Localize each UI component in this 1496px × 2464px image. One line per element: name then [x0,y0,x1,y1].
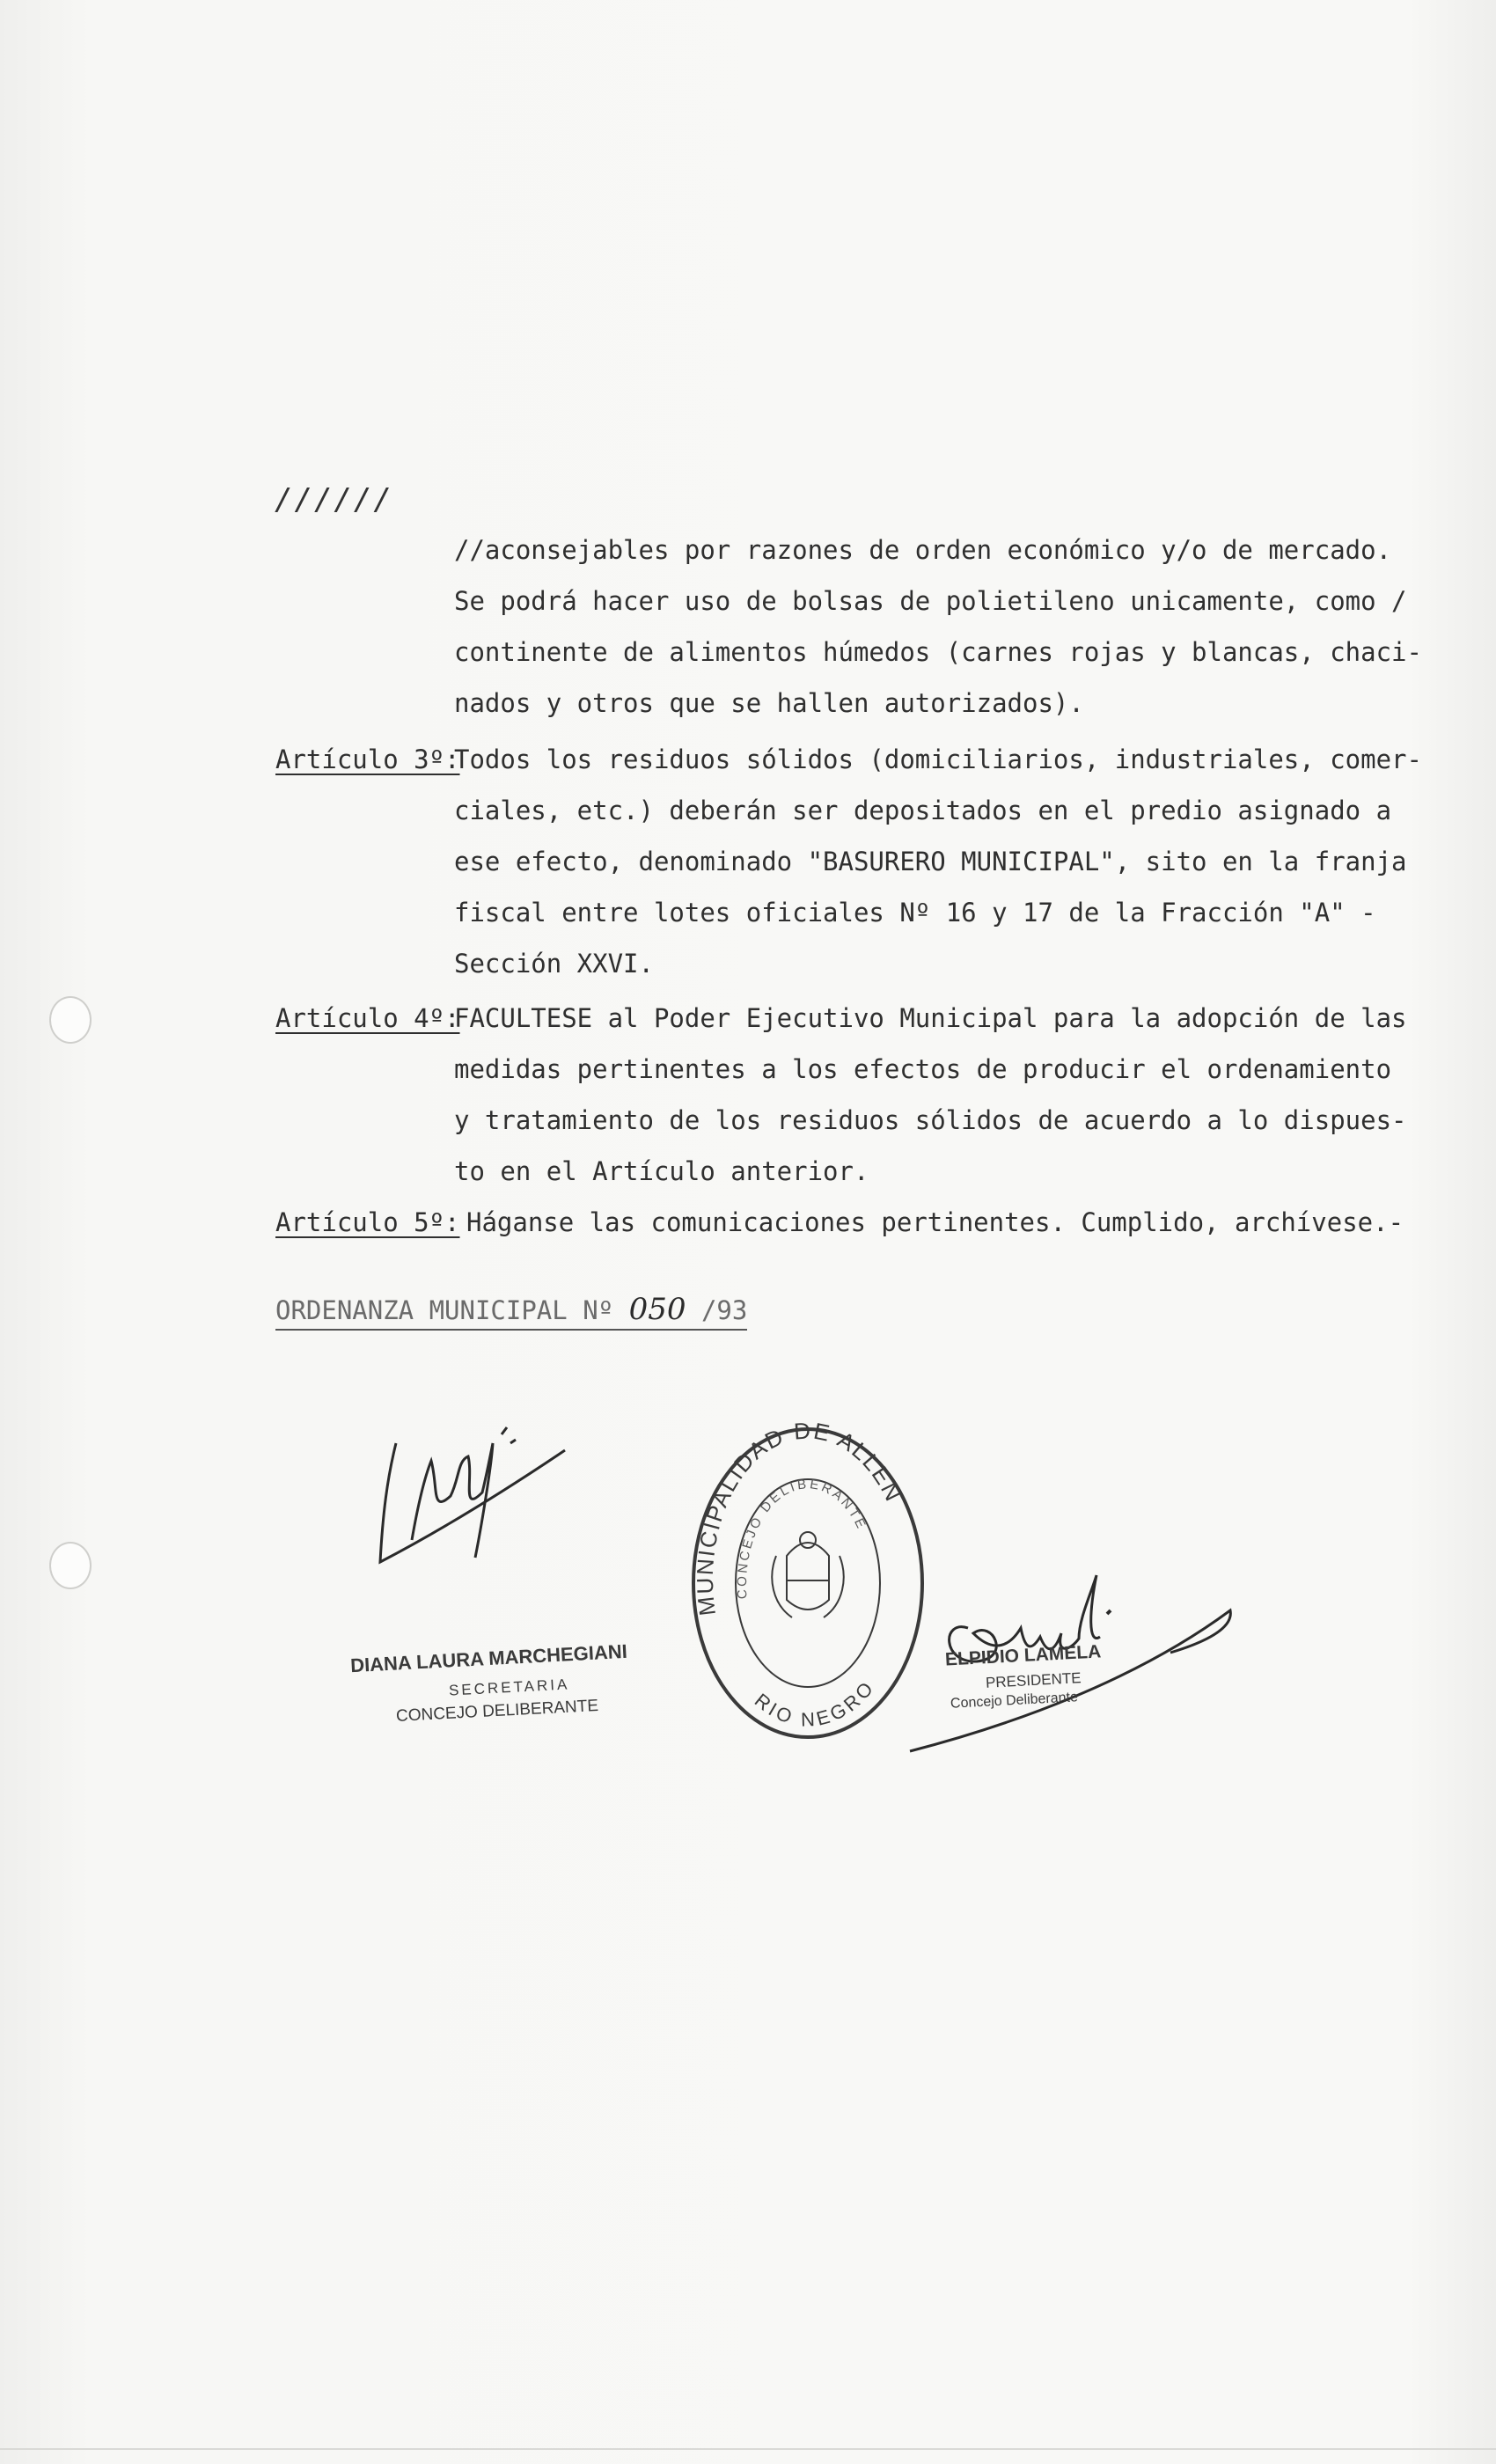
seal-inner-text: CONCEJO DELIBERANTE [734,1476,870,1600]
body-line-1: //aconsejables por razones de orden económico y/o de mercado. [454,535,1392,565]
body-line-3: continente de alimentos húmedos (carnes rojas y blancas, chaci- [454,637,1422,667]
body-line-9: Sección XXVI. [454,949,654,979]
body-line-8: fiscal entre lotes oficiales Nº 16 y 17 de la Fracción "A" - [454,898,1376,928]
punch-hole-lower [49,1542,92,1589]
signatory-right-name: ELPIDIO LAMELA [944,1641,1102,1670]
body-line-6: ciales, etc.) deberán ser depositados en el predio asignado a [454,796,1392,825]
seal-bottom-text: RIO NEGRO [750,1675,880,1731]
ordinance-number [275,1292,747,1331]
body-line-10: FACULTESE al Poder Ejecutivo Municipal para la adopción de las [454,1003,1407,1033]
signatory-left-body: CONCEJO DELIBERANTE [395,1696,599,1727]
signatory-right-body: Concejo Deliberante [950,1690,1079,1712]
signatory-left-name: DIANA LAURA MARCHEGIANI [349,1639,628,1677]
body-line-4: nados y otros que se hallen autorizados). [454,688,1084,718]
article-5-label: Artículo 5º: [275,1207,460,1237]
coat-of-arms-emblem [772,1532,843,1617]
body-line-12: y tratamiento de los residuos sólidos de acuerdo a lo dispues- [454,1105,1407,1135]
article-3-label: Artículo 3º: [275,744,460,774]
ordinance-handwritten-number: 050 [628,1292,686,1327]
scan-bottom-edge [0,2448,1496,2450]
official-seal-stamp [688,1417,928,1742]
punch-hole-upper [49,996,92,1044]
article-4-label: Artículo 4º: [275,1003,460,1033]
body-line-7: ese efecto, denominado "BASURERO MUNICIPAL", sito en la franja [454,847,1407,876]
continuation-marks: ////// [275,482,393,517]
signatory-left-role: SECRETARIA [448,1676,570,1699]
body-line-2: Se podrá hacer uso de bolsas de polietileno unicamente, como / [454,586,1407,616]
body-line-11: medidas pertinentes a los efectos de producir el ordenamiento [454,1054,1392,1084]
ordinance-year: /93 [686,1295,748,1325]
ordinance-prefix: ORDENANZA MUNICIPAL Nº [275,1295,629,1325]
seal-outer-text: MUNICIPALIDAD DE ALLEN [691,1417,908,1617]
body-line-14: Háganse las comunicaciones pertinentes. Cumplido, archívese.- [466,1207,1404,1237]
signatory-right-role: PRESIDENTE [985,1669,1082,1691]
body-line-13: to en el Artículo anterior. [454,1156,869,1186]
signature-left-scribble [370,1408,581,1584]
body-line-5: Todos los residuos sólidos (domiciliarios, industriales, comer- [454,744,1422,774]
